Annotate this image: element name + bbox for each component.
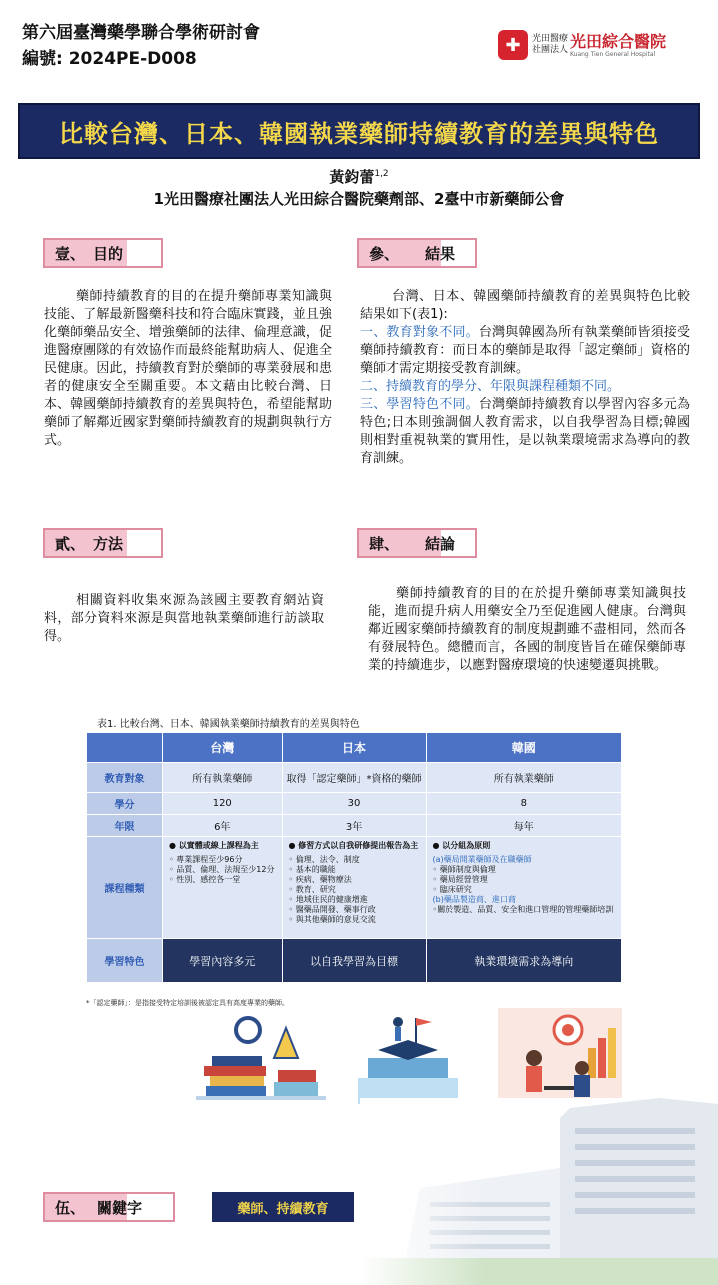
books-illustration [186,1008,336,1112]
keywords-box: 藥師、持續教育 [212,1192,354,1222]
purpose-text: 藥師持續教育的目的在提升藥師專業知識與技能、了解最新醫藥科技和符合臨床實踐，並且強化藥師藥品安全、增強藥師的法律、倫理意識，促進醫療團隊的有效協作而最終能幫助病人、促進全民健康。因此，持續教育對於藥師的專業發展和患者的健康安全至關重要。本文藉由比較台灣、日本、韓國藥師持續教育的差異與特色，希望能幫助藥師了解鄰近國家對藥師持續教育的規劃與執行方式。 [44,289,332,448]
table-cell: 學習內容多元 [163,939,283,983]
table-cell: 30 [282,793,426,815]
list-item: ◦ 臨床研究 [432,885,472,894]
list-item: ◦ 醫藥品開發、藥事行政 [288,905,376,914]
section-title: 結果 [425,244,456,263]
table-cell: 120 [163,793,283,815]
table-row-feature [87,939,622,983]
row-label: 學分 [87,793,163,815]
table-cell: 以自我學習為目標 [282,939,426,983]
table-cell: 取得「認定藥師」*資格的藥師 [282,763,426,793]
list-head: ● 以分組為原則 [432,841,491,850]
section-num: 壹、 [45,240,127,266]
author-name: 黃鈞蕾 [329,168,375,186]
results-point-2: 二、持續教育的學分、年限與課程種類不同。 [360,379,621,394]
col-korea: 韓國 [426,733,621,763]
row-label: 課程種類 [87,837,163,939]
conclusion-text: 藥師持續教育的目的在於提升藥師專業知識與技能，進而提升病人用藥安全乃至促進國人健康。台灣與鄰近國家藥師持續教育的制度規劃雖不盡相同，然而各有發展特色。總體而言，各國的制度皆旨在確保藥師專業的持續進步，以應對醫療環境的快速變遷與挑戰。 [368,586,686,673]
conference-header [22,20,260,72]
hospital-building-illustration [360,1098,718,1285]
table-header-row [87,733,622,763]
section-head-keywords [43,1192,175,1222]
logo-en: Kuang Tien General Hospital [570,50,656,58]
table-caption: 表1. 比較台灣、日本、韓國執業藥師持續教育的差異與特色 [97,719,360,730]
results-point-1 [360,324,690,378]
row-label: 學習特色 [87,939,163,983]
section-head-results [357,238,477,268]
section-num: 伍、 [45,1194,127,1220]
table-corner [87,733,163,763]
course-japan [282,837,426,939]
table-cell: 每年 [426,815,621,837]
table-row [87,815,622,837]
abstract-code: 編號: 2024PE-D008 [22,49,197,69]
table-cell: 3年 [282,815,426,837]
results-text [360,288,690,468]
logo-name: 光田綜合醫院 [570,31,667,51]
table-cell: 所有執業藥師 [163,763,283,793]
section-head-conclusion [357,528,477,558]
list-item: ◦ 地域住民的健康增進 [288,895,368,904]
list-item: ◦ 品質、倫理、法規至少12分 [169,865,275,874]
section-title: 方法 [93,534,124,553]
section-head-purpose [43,238,163,268]
section-title: 目的 [93,244,124,263]
section-head-method [43,528,163,558]
list-item: ◦ 藥師制度與倫理 [432,865,496,874]
section-num: 參、 [359,240,441,266]
author-block [0,163,718,210]
list-item: (b)藥品製造商、進口商 [432,895,516,904]
course-korea [426,837,621,939]
comparison-table [86,732,622,983]
row-label: 年限 [87,815,163,837]
point-heading: 三、學習特色不同。 [360,397,479,412]
results-point-3 [360,396,690,468]
table-row [87,793,622,815]
point-body: 台灣藥師持續教育以學習內容多元為特色;日本則強調個人教育需求，以自我學習為目標;韓國則相對重視執業的實用性，是以執業環境需求為導向的教育訓練。 [360,397,690,466]
list-item: ◦ 專業課程至少96分 [169,855,243,864]
section-title: 關鍵字 [97,1198,143,1217]
list-item: ◦ 倫理、法令、制度 [288,855,360,864]
author-sup: 1,2 [374,169,389,179]
table-cell: 所有執業藥師 [426,763,621,793]
logo-sub: 光田醫療 社團法人 [532,34,569,55]
col-taiwan: 台灣 [163,733,283,763]
row-label: 教育對象 [87,763,163,793]
title-banner [18,103,700,159]
graduation-illustration [338,1008,478,1112]
list-item: ◦ 性別、感控各一堂 [169,875,241,884]
list-head: ● 修習方式以自我研修提出報告為主 [288,841,419,850]
list-item: ◦關於製造、品質、安全和進口管理的管理藥師培訓 [432,905,614,914]
list-item: ◦ 基本的職能 [288,865,336,874]
section-num: 貳、 [45,530,127,556]
list-item: ◦ 疾病、藥物療法 [288,875,352,884]
author-line [0,163,718,188]
hospital-logo-icon: ✚ [498,30,528,60]
author-affiliation: 1光田醫療社團法人光田綜合醫院藥劑部、2臺中市新藥師公會 [153,190,565,208]
list-item: ◦ 藥局經營管理 [432,875,488,884]
section-num: 肆、 [359,530,441,556]
page-title: 比較台灣、日本、韓國執業藥師持續教育的差異與特色 [59,119,659,148]
table-cell: 6年 [163,815,283,837]
col-japan: 日本 [282,733,426,763]
list-head: ● 以實體或線上課程為主 [169,841,259,850]
point-heading: 一、教育對象不同。 [360,325,479,340]
table-cell: 8 [426,793,621,815]
section-title: 結論 [425,534,456,553]
results-intro: 台灣、日本、韓國藥師持續教育的差異與特色比較結果如下(表1): [360,289,690,322]
table-cell: 執業環境需求為導向 [426,939,621,983]
list-item: ◦ 教育、研究 [288,885,336,894]
team-illustration [498,1008,622,1112]
list-item: (a)藥局開業藥師及在職藥師 [432,855,532,864]
course-taiwan [163,837,283,939]
conference-name: 第六屆臺灣藥學聯合學術研討會 [22,23,260,43]
table-row-course [87,837,622,939]
table-note: *「認定藥師」：是指接受特定培訓後被認定具有高度專業的藥師。 [86,999,289,1007]
table-row [87,763,622,793]
list-item: ◦ 與其他藥師的意見交流 [288,915,376,924]
method-text: 相關資料收集來源為該國主要教育網站資料，部分資料來源是與當地執業藥師進行訪談取得。 [44,593,324,644]
point-body: 台灣與韓國為所有執業藥師皆須接受藥師持續教育：而日本的藥師是取得「認定藥師」資格的藥師才需定期接受教育訓練。 [360,325,690,376]
hospital-logo [498,30,666,60]
